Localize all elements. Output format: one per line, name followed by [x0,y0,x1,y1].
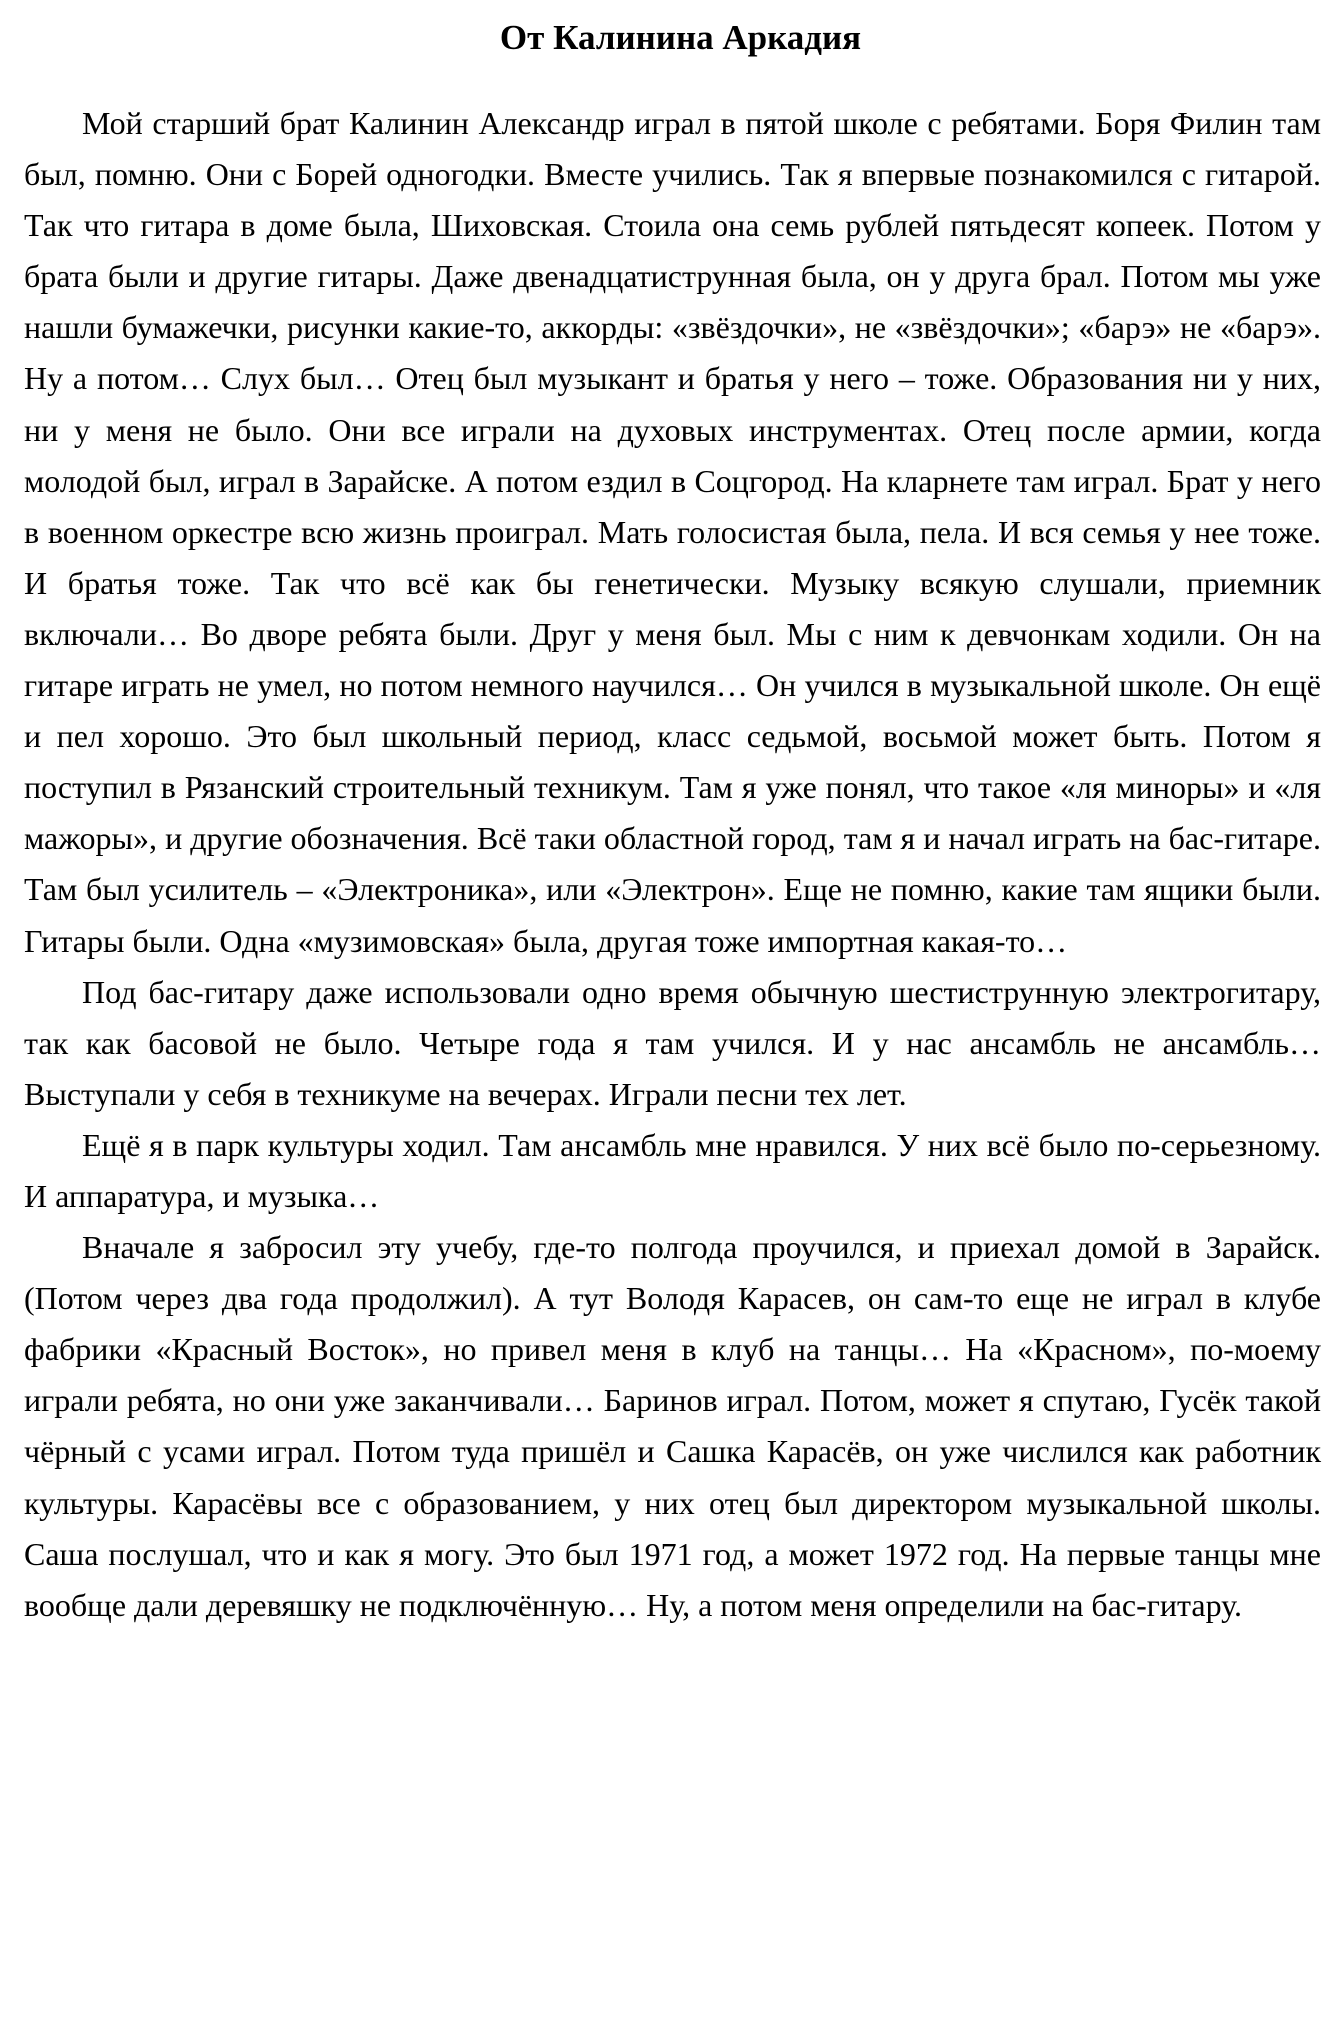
paragraph: Под бас-гитару даже использовали одно время обычную шестиструнную электрогитару, так как басовой не было. Четыре года я там учился. И у нас ансамбль не ансамбль… Выступали у себя в техникуме на вечерах. Играли песни тех лет. [24,973,1321,1112]
paragraph: Вначале я забросил эту учебу, где-то полгода проучился, и приехал домой в Зарайск. (Потом через два года продолжил). А тут Володя Карасев, он сам-то еще не играл в клубе фабрики «Красный Восток», но привел меня в клуб на танцы… На «Красном», по-моему играли ребята, но они уже заканчивали… Баринов играл. Потом, может я спутаю, Гусёк такой чёрный с усами играл. Потом туда пришёл и Сашка Карасёв, он уже числился как работник культуры. Карасёвы все с образованием, у них отец был директором музыкальной школы. Саша послушал, что и как я могу. Это был 1971 год, а может 1972 год. На первые танцы мне вообще дали деревяшку не подключённую… Ну, а потом меня определили на бас-гитару. [24,1229,1321,1623]
document-body [24,98,1321,1631]
paragraph: Ещё я в парк культуры ходил. Там ансамбль мне нравился. У них всё было по-серьезному. И аппаратура, и музыка… [24,1126,1321,1214]
page-title: От Калинина Аркадия [499,18,862,57]
paragraph: Мой старший брат Калинин Александр играл в пятой школе с ребятами. Боря Филин там был, помню. Они с Борей одногодки. Вместе учились. Так я впервые познакомился с гитарой. Так что гитара в доме была, Шиховская. Стоила она семь рублей пятьдесят копеек. Потом у брата были и другие гитары. Даже двенадцатиструнная была, он у друга брал. Потом мы уже нашли бумажечки, рисунки какие-то, аккорды: «звёздочки», не «звёздочки»; «барэ» не «барэ». Ну а потом… Слух был… Отец был музыкант и братья у него – тоже. Образования ни у них, ни у меня не было. Они все играли на духовых инструментах. Отец после армии, когда молодой был, играл в Зарайске. А потом ездил в Соцгород. На кларнете там играл. Брат у него в военном оркестре всю жизнь проиграл. Мать голосистая была, пела. И вся семья у нее тоже. И братья тоже. Так что всё как бы генетически. Музыку всякую слушали, приемник включали… Во дворе ребята были. Друг у меня был. Мы с ним к девчонкам ходили. Он на гитаре играть не умел, но потом немного научился… Он учился в музыкальной школе. Он ещё и пел хорошо. Это был школьный период, класс седьмой, восьмой может быть. Потом я поступил в Рязанский строительный техникум. Там я уже понял, что такое «ля миноры» и «ля мажоры», и другие обозначения. Всё таки областной город, там я и начал играть на бас-гитаре. Там был усилитель – «Электроника», или «Электрон». Еще не помню, какие там ящики были. Гитары были. Одна «музимовская» была, другая тоже импортная какая-то… [24,105,1321,959]
